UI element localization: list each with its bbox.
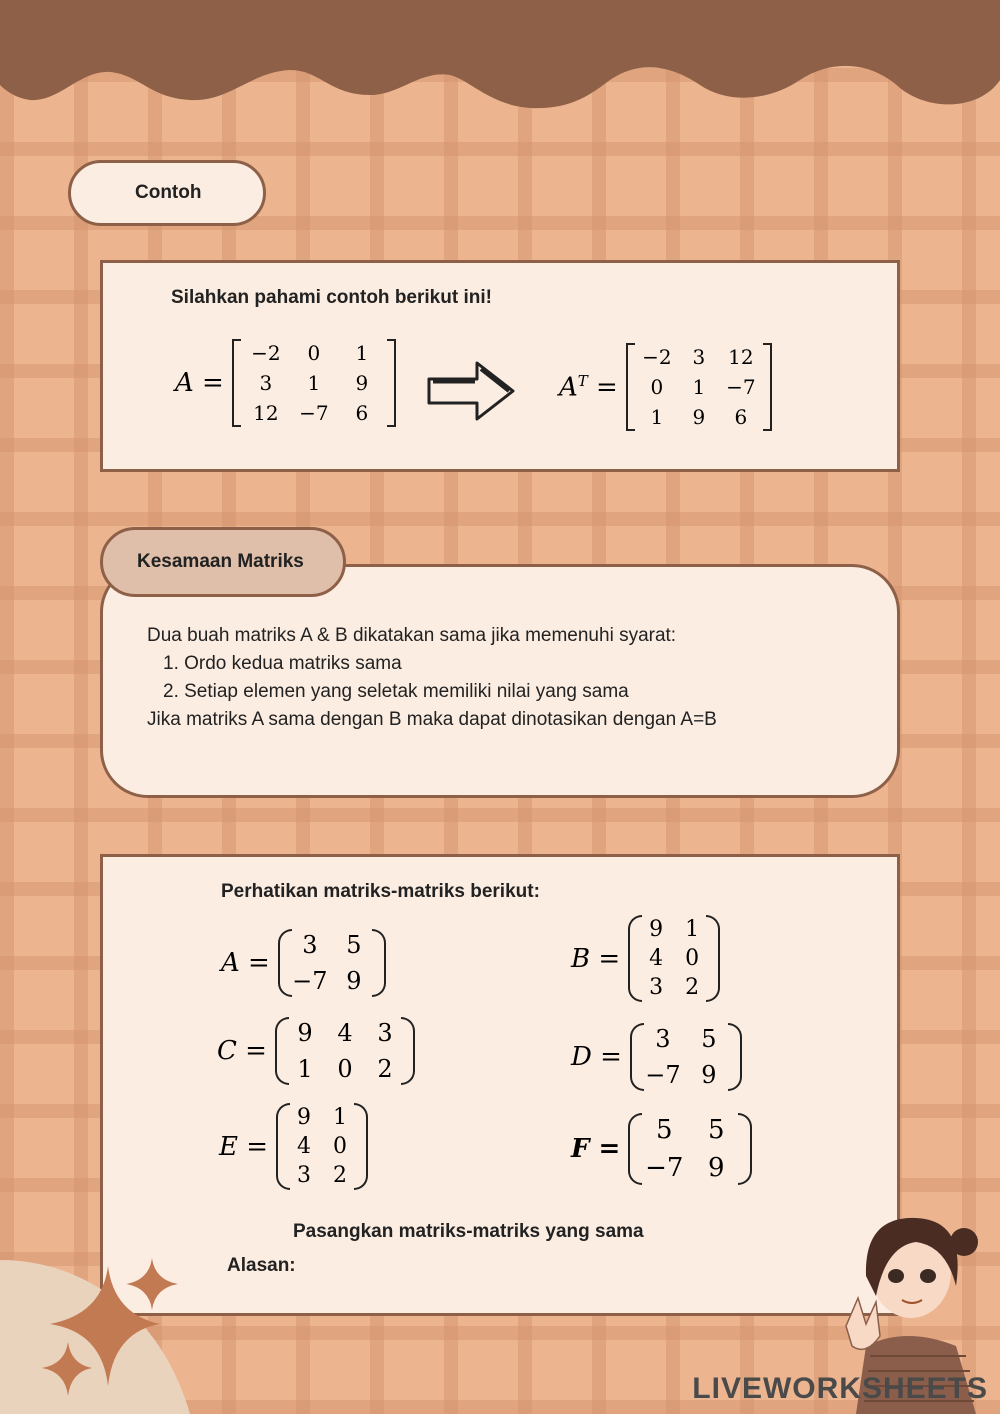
matrix-F-cell-0-0: 5 (656, 1115, 673, 1145)
matrix-B-cell-0-0: 9 (649, 917, 664, 942)
equality-intro: Dua buah matriks A & B dikatakan sama jika memenuhi syarat: (147, 625, 677, 646)
matrix-at-label: $A^T$ = (559, 371, 618, 403)
matrix-A-cell-0-1: 5 (346, 931, 362, 959)
matrix-A-cell-1-0: −7 (292, 967, 328, 995)
matrix-F-equation: F = 5 5 −7 9 (571, 1113, 752, 1185)
matrix-E-cell-2-0: 3 (297, 1163, 312, 1188)
example-tag (68, 160, 266, 226)
matrix-D-cell-0-0: 3 (655, 1025, 671, 1053)
equality-tag-label: Kesamaan Matriks (137, 551, 304, 572)
arrow-right-icon (425, 357, 517, 425)
matrix-C-cell-0-0: 9 (297, 1019, 313, 1047)
matrix-F-cell-0-1: 5 (708, 1115, 725, 1145)
matrix-A-cell-1-1: 9 (346, 967, 362, 995)
example-matrix-a-cell-2-1: −7 (299, 401, 329, 425)
example-matrix-at-cell-0-2: 12 (728, 345, 754, 369)
matrix-E (276, 1103, 368, 1190)
matrix-D-cell-1-1: 9 (701, 1061, 717, 1089)
matrix-A (278, 929, 386, 997)
example-matrix-a-cell-1-2: 9 (355, 371, 369, 395)
matrix-D-cell-1-0: −7 (645, 1061, 681, 1089)
matrix-C-cell-1-2: 2 (377, 1055, 393, 1083)
exercise-panel (100, 854, 900, 1316)
matrix-E-cell-0-1: 1 (333, 1105, 348, 1130)
matrix-at (626, 343, 772, 431)
example-matrix-at-cell-1-1: 1 (692, 375, 706, 399)
example-matrix-a-cell-0-0: −2 (251, 341, 281, 365)
matrix-B (628, 915, 720, 1002)
matrix-D-cell-0-1: 5 (701, 1025, 717, 1053)
example-matrix-a-cell-2-2: 6 (355, 401, 369, 425)
equality-item-1: 1. Ordo kedua matriks sama (163, 653, 402, 674)
matrix-B-cell-1-1: 0 (685, 946, 700, 971)
matrix-C-cell-1-0: 1 (297, 1055, 313, 1083)
matrix-B-cell-0-1: 1 (685, 917, 700, 942)
example-matrix-at-cell-2-2: 6 (734, 405, 748, 429)
example-matrix-at-cell-0-1: 3 (692, 345, 706, 369)
matrix-E-cell-0-0: 9 (297, 1105, 312, 1130)
matrix-a (232, 339, 396, 427)
equality-conclusion: Jika matriks A sama dengan B maka dapat dinotasikan dengan A=B (147, 709, 717, 730)
matrix-a-equation (175, 339, 396, 427)
matrix-C-cell-1-1: 0 (337, 1055, 353, 1083)
matrix-E-cell-1-1: 0 (333, 1134, 348, 1159)
matrix-a-label: A = (175, 368, 224, 398)
matrix-B-cell-2-1: 2 (685, 975, 700, 1000)
example-matrix-at-cell-2-0: 1 (650, 405, 664, 429)
matrix-F-cell-1-0: −7 (645, 1153, 684, 1183)
example-panel (100, 260, 900, 472)
example-matrix-a-cell-1-0: 3 (259, 371, 273, 395)
matrix-D-equation: D = 3 5 −7 9 (571, 1023, 742, 1091)
equality-panel (100, 564, 900, 798)
matrix-at-equation (559, 343, 772, 431)
matrix-C-equation: C = 9 4 3 1 0 2 (217, 1017, 415, 1085)
exercise-instruction: Pasangkan matriks-matriks yang sama (293, 1221, 644, 1242)
brand-logo: LIVEWORKSHEETS (692, 1372, 988, 1405)
matrix-D (630, 1023, 742, 1091)
example-heading: Silahkan pahami contoh berikut ini! (171, 287, 492, 308)
matrix-B-equation: B = 9 1 4 0 3 2 (571, 915, 720, 1002)
matrix-C-cell-0-1: 4 (337, 1019, 353, 1047)
matrix-B-cell-2-0: 3 (649, 975, 664, 1000)
matrix-A-cell-0-0: 3 (302, 931, 318, 959)
example-matrix-at-cell-1-0: 0 (650, 375, 664, 399)
top-drip-decoration (0, 0, 1000, 120)
equality-tag (100, 527, 346, 597)
reason-label: Alasan: (227, 1255, 296, 1276)
example-tag-label: Contoh (135, 182, 202, 203)
matrix-C-cell-0-2: 3 (377, 1019, 393, 1047)
example-matrix-a-cell-1-1: 1 (307, 371, 321, 395)
matrix-A-equation: A = 3 5 −7 9 (221, 929, 386, 997)
matrix-F-cell-1-1: 9 (708, 1153, 725, 1183)
matrix-B-cell-1-0: 4 (649, 946, 664, 971)
example-matrix-at-cell-1-2: −7 (726, 375, 756, 399)
matrix-E-cell-1-0: 4 (297, 1134, 312, 1159)
example-matrix-at-cell-2-1: 9 (692, 405, 706, 429)
sparkle-icon (30, 1256, 190, 1406)
example-matrix-at-cell-0-0: −2 (642, 345, 672, 369)
example-matrix-a-cell-0-1: 0 (307, 341, 321, 365)
example-matrix-a-cell-2-0: 12 (253, 401, 279, 425)
matrix-F (628, 1113, 752, 1185)
exercise-heading: Perhatikan matriks-matriks berikut: (221, 881, 540, 902)
equality-item-2: 2. Setiap elemen yang seletak memiliki nilai yang sama (163, 681, 629, 702)
matrix-E-cell-2-1: 2 (333, 1163, 348, 1188)
example-matrix-a-cell-0-2: 1 (355, 341, 369, 365)
matrix-E-equation: E = 9 1 4 0 3 2 (219, 1103, 368, 1190)
matrix-C (275, 1017, 415, 1085)
